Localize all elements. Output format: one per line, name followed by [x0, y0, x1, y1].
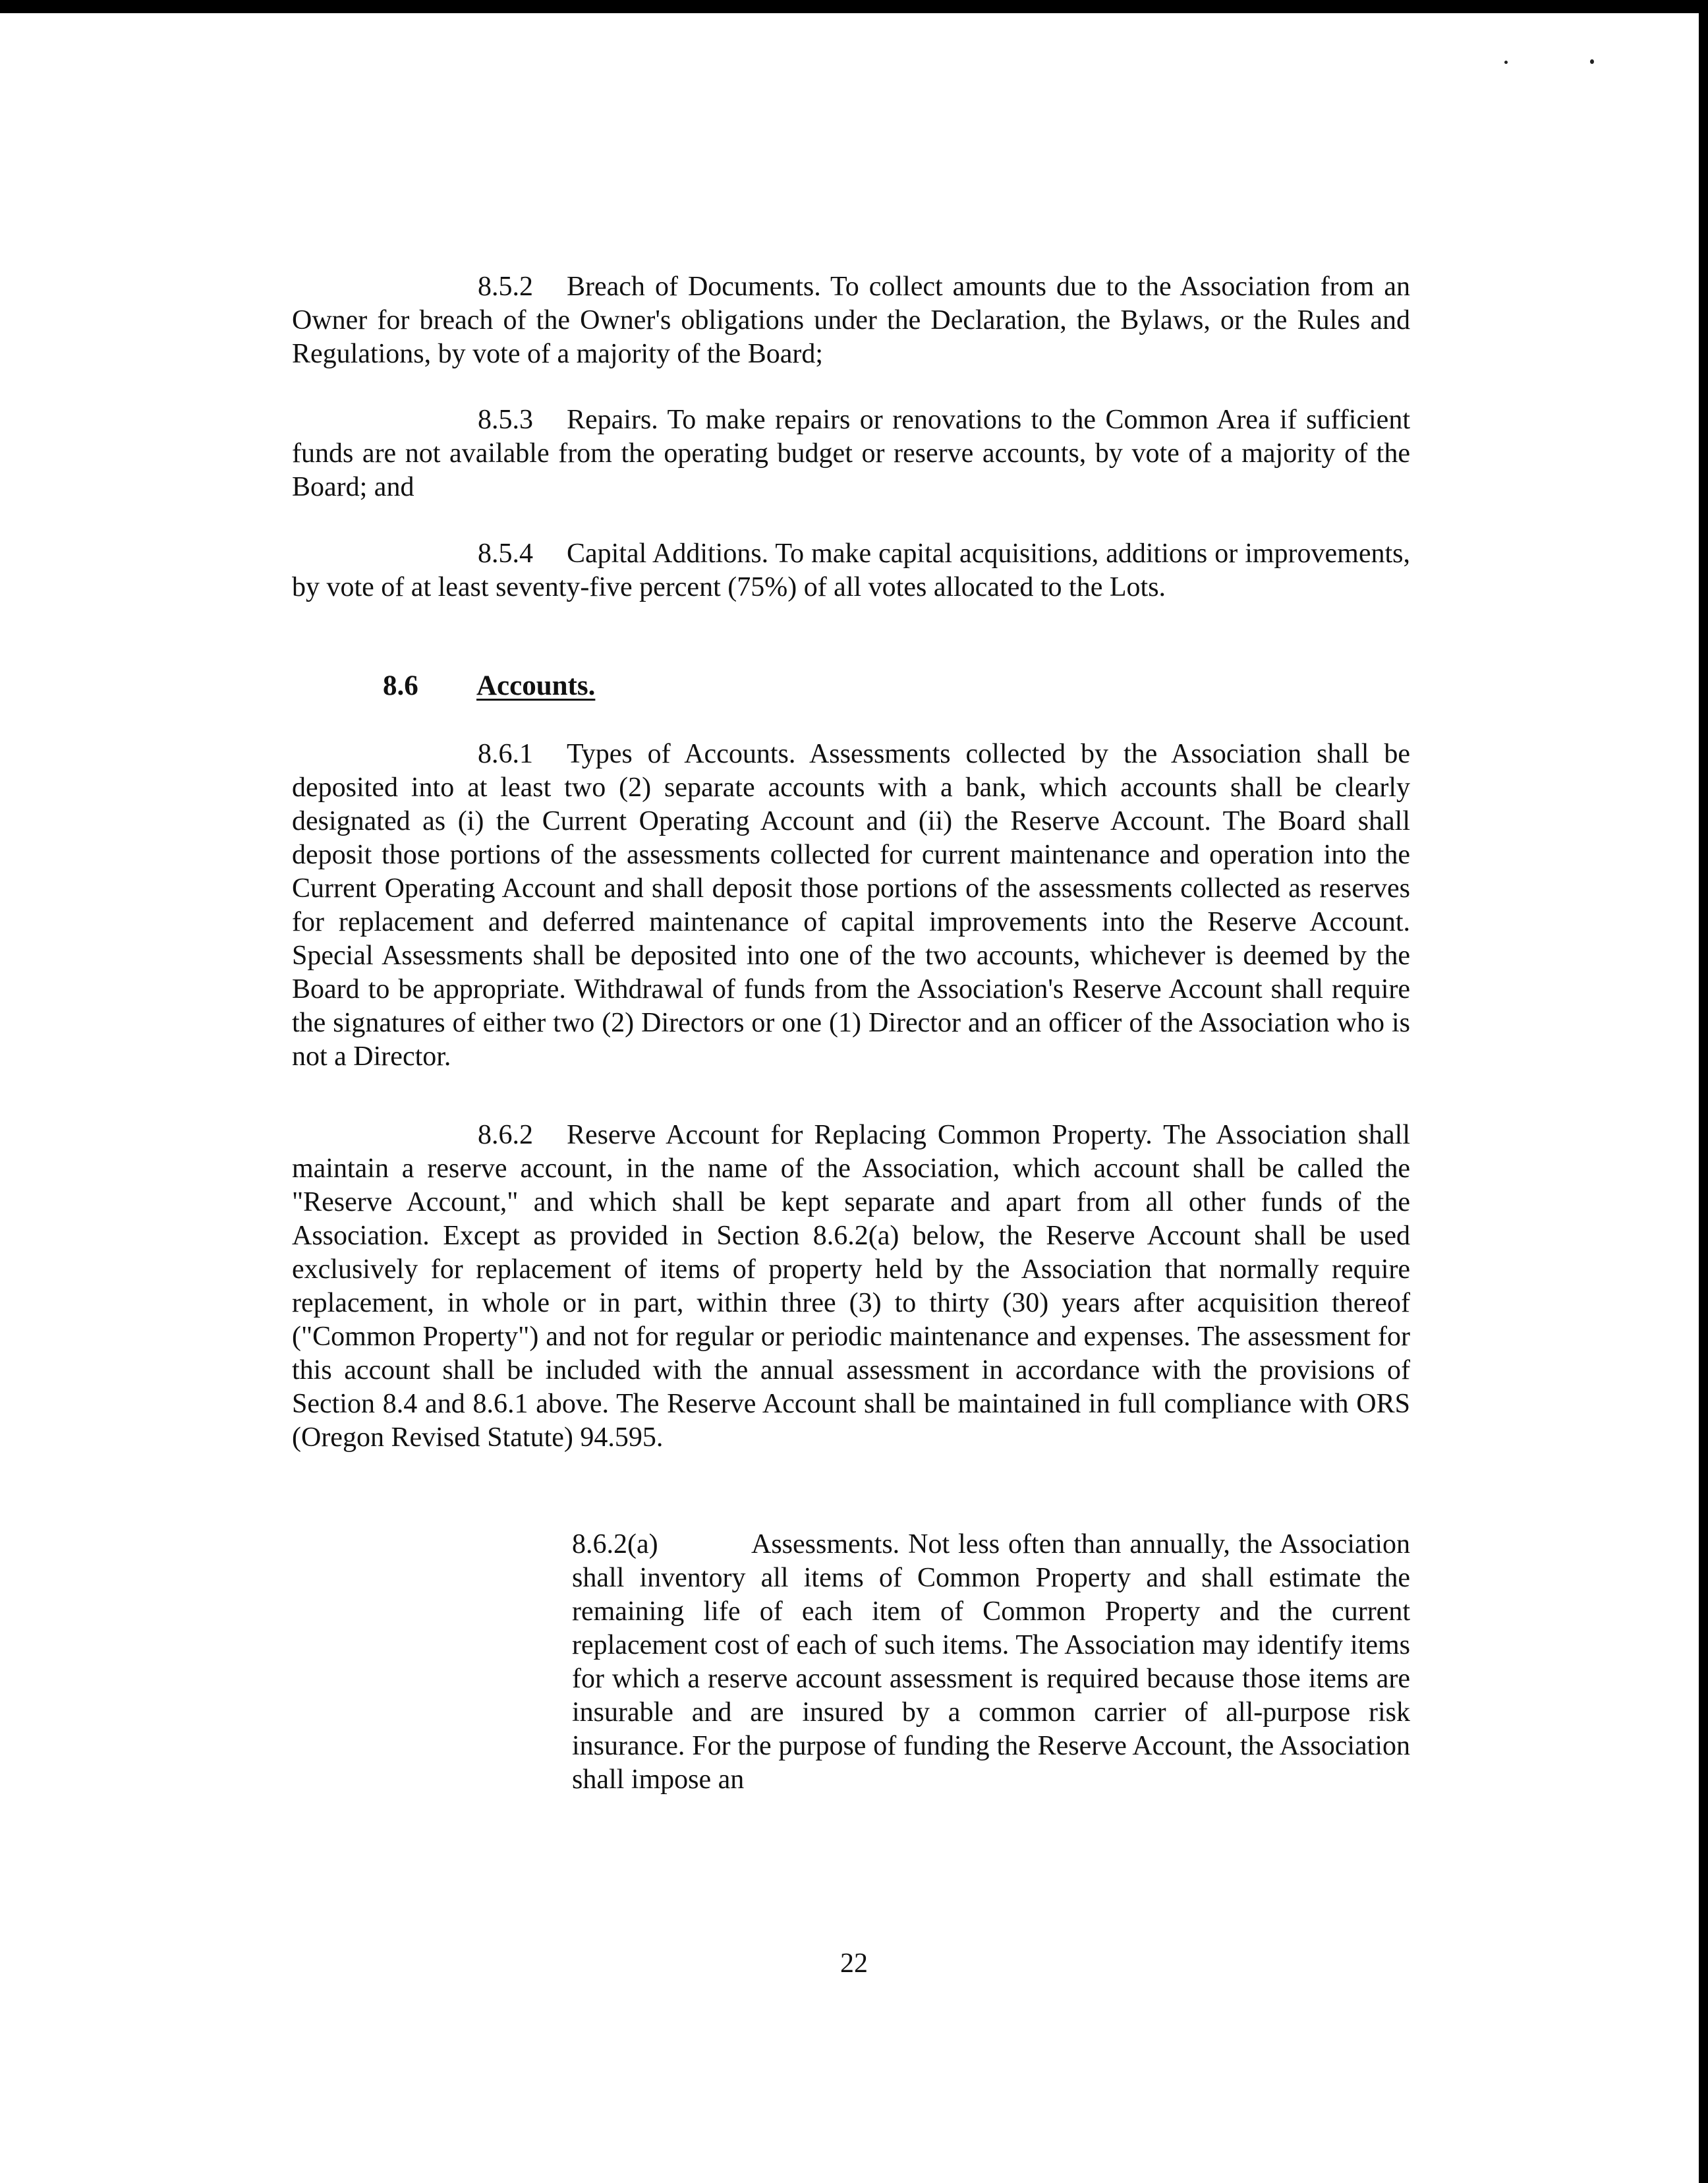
section-number: 8.6: [383, 670, 418, 701]
section-heading: [383, 670, 595, 702]
scan-border-right: [1699, 0, 1708, 2183]
paragraph-8-6-2: [292, 1119, 1410, 1455]
paragraph-number: 8.6.1: [478, 739, 533, 769]
subsection-number: 8.6.2(a): [572, 1529, 658, 1559]
paragraph-text: Reserve Account for Replacing Common Property. The Association shall maintain a reserve account, in the name of the Association, which account shall be called the "Reserve Account," and which shall be kept separate and apart from all other funds of the Association. Except as provided in Section 8.6.2(a) below, the Reserve Account shall be used exclusively for replacement of items of property held by the Association that normally require replacement, in whole or in part, within three (3) to thirty (30) years after acquisition thereof ("Common Property") and not for regular or periodic maintenance and expenses. The assessment for this account shall be included with the annual assessment in accordance with the provisions of Section 8.4 and 8.6.1 above. The Reserve Account shall be maintained in full compliance with ORS (Oregon Revised Statute) 94.595.: [292, 1120, 1410, 1453]
paragraph-number: 8.5.2: [478, 272, 533, 302]
page-number: 22: [840, 1948, 868, 1979]
paragraph-8-5-4: [292, 537, 1410, 604]
scan-border-top: [0, 0, 1708, 13]
paragraph-number: 8.6.2: [478, 1120, 533, 1150]
paragraph-number: 8.5.3: [478, 405, 533, 435]
subsection-8-6-2a: [572, 1528, 1410, 1797]
paragraph-8-5-2: [292, 270, 1410, 371]
paragraph-text: Repairs. To make repairs or renovations to the Common Area if sufficient funds are not available from the operating budget or reserve accounts, by vote of a majority of the Board; and: [292, 405, 1410, 502]
paragraph-number: 8.5.4: [478, 538, 533, 569]
scan-speck: [1504, 61, 1508, 64]
paragraph-text: Types of Accounts. Assessments collected by the Association shall be deposited into at least two (2) separate accounts with a bank, which accounts shall be clearly designated as (i) the Current Operating Account and (ii) the Reserve Account. The Board shall deposit those portions of the assessments collected for current maintenance and operation into the Current Operating Account and shall deposit those portions of the assessments collected as reserves for replacement and deferred maintenance of capital improvements into the Reserve Account. Special Assessments shall be deposited into one of the two accounts, whichever is deemed by the Board to be appropriate. Withdrawal of funds from the Association's Reserve Account shall require the signatures of either two (2) Directors or one (1) Director and an officer of the Association who is not a Director.: [292, 739, 1410, 1072]
paragraph-text: Capital Additions. To make capital acquisitions, additions or improvements, by vote of at least seventy-five percent (75%) of all votes allocated to the Lots.: [292, 538, 1410, 602]
paragraph-text: Breach of Documents. To collect amounts due to the Association from an Owner for breach of the Owner's obligations under the Declaration, the Bylaws, or the Rules and Regulations, by vote of a majority of the Board;: [292, 272, 1410, 369]
subsection-text: Assessments. Not less often than annually, the Association shall inventory all items of Common Property and shall estimate the remaining life of each item of Common Property and the current replacement cost of each of such items. The Association may identify items for which a reserve account assessment is required because those items are insurable and are insured by a common carrier of all-purpose risk insurance. For the purpose of funding the Reserve Account, the Association shall impose an: [572, 1529, 1410, 1795]
paragraph-8-5-3: [292, 403, 1410, 504]
section-title: Accounts.: [476, 670, 596, 701]
paragraph-8-6-1: [292, 738, 1410, 1074]
scan-speck: [1590, 59, 1594, 64]
